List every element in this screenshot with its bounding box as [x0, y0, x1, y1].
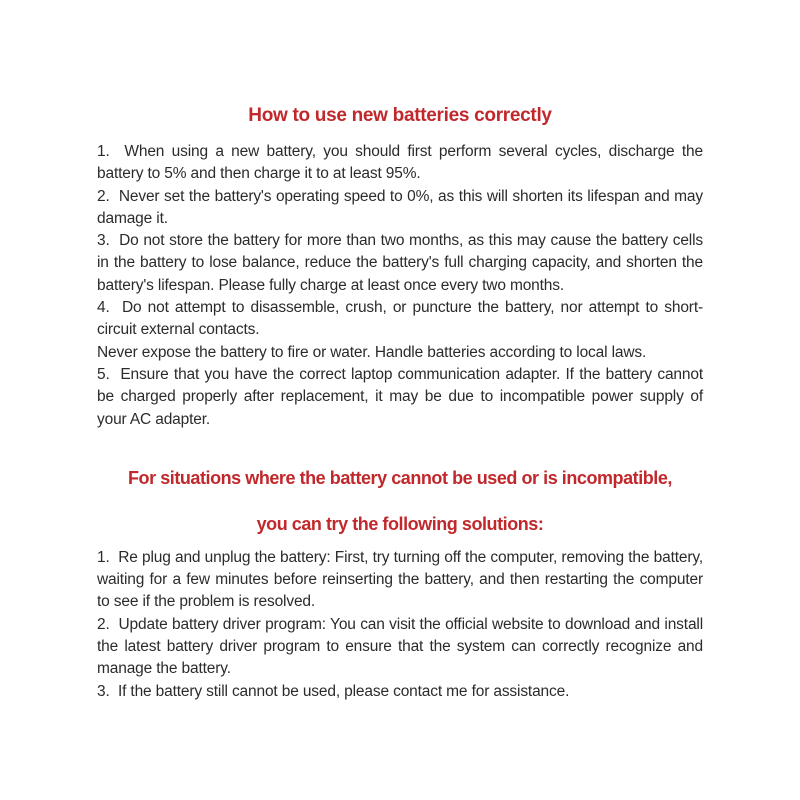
usage-paragraph-4: 4. Do not attempt to disassemble, crush, or puncture the battery, nor attempt to short-circuit external contacts. [97, 299, 703, 339]
usage-paragraph-2: 2. Never set the battery's operating speed to 0%, as this will shorten its lifespan and may damage it. [97, 187, 703, 227]
usage-paragraph-5: Never expose the battery to fire or water. Handle batteries according to local laws. [97, 343, 647, 361]
solutions-heading-line2: you can try the following solutions: [256, 513, 544, 534]
usage-heading: How to use new batteries correctly [248, 105, 552, 126]
solutions-paragraph-3: 3. If the battery still cannot be used, please contact me for assistance. [97, 682, 570, 700]
solutions-heading-line1: For situations where the battery cannot be used or is incompatible, [128, 467, 672, 488]
solutions-paragraph-1: 1. Re plug and unplug the battery: First, try turning off the computer, removing the battery, waiting for a few minutes before reinserting the battery, and then restarting the computer to see if the problem is resolved. [97, 548, 703, 611]
usage-paragraph-6: 5. Ensure that you have the correct laptop communication adapter. If the battery cannot be charged properly after replacement, it may be due to incompatible power supply of your AC adapter. [97, 365, 703, 428]
usage-paragraph-1: 1. When using a new battery, you should first perform several cycles, discharge the battery to 5% and then charge it to at least 95%. [97, 143, 703, 183]
usage-paragraph-3: 3. Do not store the battery for more than two months, as this may cause the battery cells in the battery to lose balance, reduce the battery's full charging capacity, and shorten the battery's lifespan. Please fully charge at least once every two months. [97, 232, 703, 294]
section-solutions [97, 467, 703, 703]
document [97, 0, 703, 703]
section-usage [97, 104, 703, 431]
solutions-paragraph-2: 2. Update battery driver program: You can visit the official website to download and install the latest battery driver program to ensure that the system can correctly recognize and manage the battery. [97, 615, 703, 678]
